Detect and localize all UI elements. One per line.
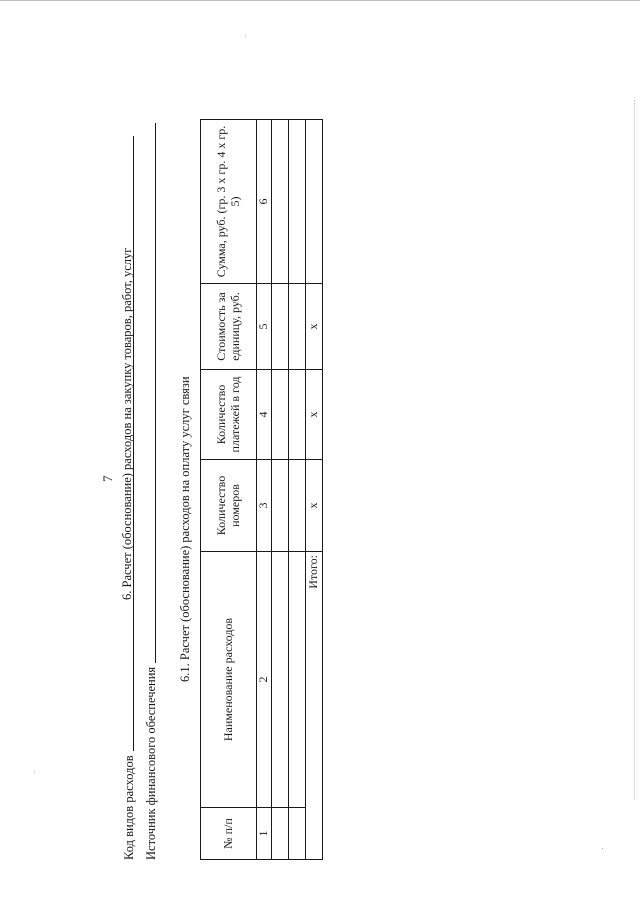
total-unit-cost: x [306, 284, 323, 370]
subsection-title: 6.1. Расчет (обоснование) расходов на оплату услуг связи [178, 376, 192, 682]
column-number: 5 [257, 284, 272, 370]
header-total-sum: Сумма, руб. (гр. 3 х гр. 4 х гр. 5) [201, 120, 257, 284]
funding-source-blank [155, 123, 156, 663]
table-cell [289, 284, 306, 370]
table-cell [289, 120, 306, 284]
table-header-row [201, 120, 257, 860]
scan-edge-right [634, 100, 637, 800]
total-number-count: x [306, 460, 323, 552]
header-number-count: Количество номеров [201, 460, 257, 552]
header-unit-cost: Стоимость за единицу, руб. [201, 284, 257, 370]
document-sheet [100, 100, 340, 860]
column-number: 2 [257, 552, 272, 808]
table-cell [272, 284, 289, 370]
table-cell [272, 120, 289, 284]
column-number: 4 [257, 370, 272, 460]
column-number-row [257, 120, 272, 860]
table-cell [272, 370, 289, 460]
expense-code-blank [133, 136, 134, 751]
expenses-table [200, 119, 323, 860]
table-cell [289, 808, 306, 860]
scan-speck [34, 772, 35, 773]
funding-source-field [144, 123, 159, 860]
table-cell [289, 370, 306, 460]
column-number: 3 [257, 460, 272, 552]
header-payments-per-year: Количество платежей в год [201, 370, 257, 460]
expense-code-field [122, 136, 137, 860]
section-title: 6. Расчет (обоснование) расходов на закупку товаров, работ, услуг [120, 247, 134, 600]
column-number: 6 [257, 120, 272, 284]
header-row-number: № п/п [201, 808, 257, 860]
total-sum [306, 120, 323, 284]
table-cell [289, 460, 306, 552]
total-payments-per-year: x [306, 370, 323, 460]
table-row [289, 120, 306, 860]
table-cell [289, 552, 306, 808]
total-row [306, 120, 323, 860]
expense-code-label: Код видов расходов [122, 755, 136, 860]
total-label: Итого: [306, 552, 323, 860]
funding-source-label: Источник финансового обеспечения [144, 666, 158, 860]
header-expense-name: Наименование расходов [201, 552, 257, 808]
table-cell [272, 552, 289, 808]
table-cell [272, 808, 289, 860]
scan-speck [602, 848, 603, 849]
table-row [272, 120, 289, 860]
page-number: 7 [100, 475, 115, 482]
table-cell [272, 460, 289, 552]
column-number: 1 [257, 808, 272, 860]
scan-speck [245, 36, 246, 37]
scan-edge-top [0, 0, 640, 1]
